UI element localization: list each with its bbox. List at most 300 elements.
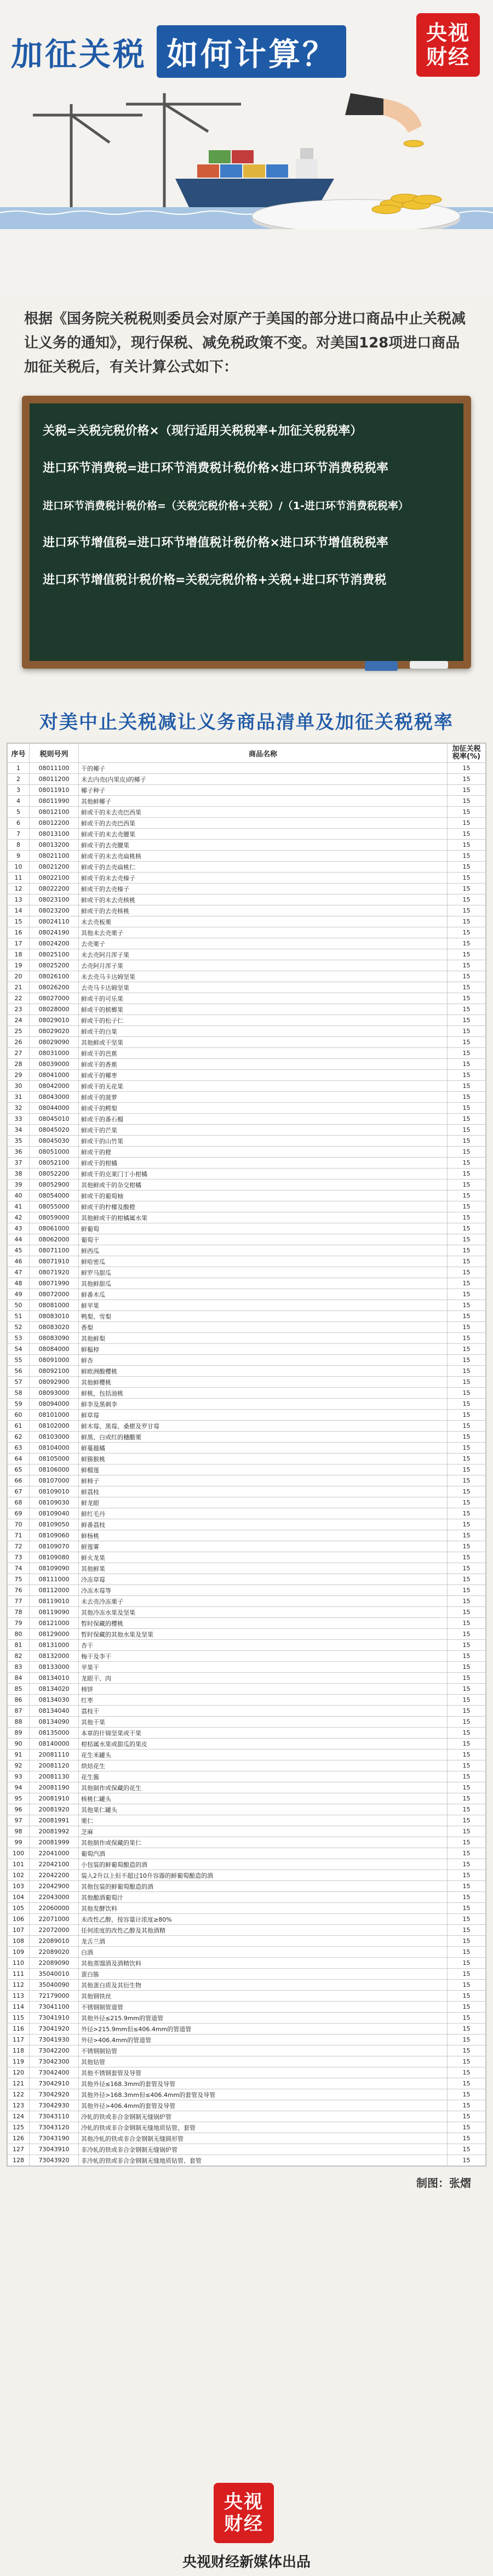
cell-name: 鲜或干的去壳核桃 (79, 905, 448, 916)
cell-rate: 15 (448, 1234, 486, 1245)
formula-vat: 进口环节增值税=进口环节增值税计税价格×进口环节增值税税率 (43, 536, 388, 550)
cell-index: 88 (8, 1717, 30, 1728)
cell-code: 20081910 (30, 1793, 79, 1804)
table-row (8, 1837, 486, 1848)
table-row (8, 2034, 486, 2045)
cell-index: 60 (8, 1410, 30, 1421)
cell-index: 114 (8, 2002, 30, 2013)
cell-code: 20081120 (30, 1760, 79, 1771)
cell-index: 104 (8, 1892, 30, 1903)
cell-code: 08094000 (30, 1399, 79, 1410)
cell-code: 08093000 (30, 1388, 79, 1399)
cell-index: 106 (8, 1914, 30, 1925)
cell-name: 其他钻管 (79, 2056, 448, 2067)
cell-code: 08054000 (30, 1190, 79, 1201)
cell-index: 50 (8, 1300, 30, 1311)
cell-rate: 15 (448, 1004, 486, 1015)
cell-index: 84 (8, 1673, 30, 1684)
cell-index: 74 (8, 1563, 30, 1574)
page-title (11, 25, 346, 78)
cell-index: 18 (8, 949, 30, 960)
table-row (8, 785, 486, 796)
cell-index: 9 (8, 851, 30, 862)
cell-index: 92 (8, 1760, 30, 1771)
cell-code: 08134040 (30, 1706, 79, 1717)
cell-index: 36 (8, 1147, 30, 1158)
cell-code: 08109050 (30, 1519, 79, 1530)
cell-rate: 15 (448, 1059, 486, 1070)
cell-name: 龙眼干、肉 (79, 1673, 448, 1684)
cell-rate: 15 (448, 1749, 486, 1760)
cell-rate: 15 (448, 993, 486, 1004)
cell-name: 鲜莲雾 (79, 1541, 448, 1552)
table-row (8, 1585, 486, 1596)
table-row (8, 1695, 486, 1706)
cell-code: 08104000 (30, 1443, 79, 1454)
table-row (8, 1092, 486, 1103)
cell-index: 47 (8, 1267, 30, 1278)
cell-index: 82 (8, 1651, 30, 1662)
cell-index: 25 (8, 1026, 30, 1037)
cell-name: 鲜黑、白或红的穗醋栗 (79, 1432, 448, 1443)
table-row (8, 1925, 486, 1936)
cell-index: 94 (8, 1782, 30, 1793)
cell-code: 08052200 (30, 1169, 79, 1179)
goods-table (7, 743, 486, 2167)
cell-name: 鲜或干的葡萄柚 (79, 1190, 448, 1201)
cell-code: 73043910 (30, 2144, 79, 2155)
cell-index: 126 (8, 2133, 30, 2144)
table-row (8, 873, 486, 884)
chalk-icon (410, 661, 448, 669)
table-row (8, 1519, 486, 1530)
formula-vat-base: 进口环节增值税计税价格=关税完税价格+关税+进口环节消费税 (43, 573, 387, 587)
cell-rate: 15 (448, 1366, 486, 1377)
cell-code: 22089020 (30, 1947, 79, 1958)
table-row (8, 1223, 486, 1234)
cell-rate: 15 (448, 1081, 486, 1092)
table-row (8, 916, 486, 927)
cell-rate: 15 (448, 1048, 486, 1059)
intro-paragraph: 根据《国务院关税税则委员会对原产于美国的部分进口商品中止关税减让义务的通知》，现行保税、减免税政策不变。对美国128项进口商品加征关税后，有关计算公式如下： (24, 311, 466, 375)
cell-name: 其他蛋白质及其衍生物 (79, 1980, 448, 1991)
cell-index: 17 (8, 938, 30, 949)
cell-index: 127 (8, 2144, 30, 2155)
cell-code: 08092900 (30, 1377, 79, 1388)
cell-code: 73041920 (30, 2024, 79, 2034)
cell-index: 64 (8, 1454, 30, 1464)
logo-line1: 央视 (426, 21, 470, 45)
cell-rate: 15 (448, 1991, 486, 2002)
cell-index: 3 (8, 785, 30, 796)
header (0, 0, 493, 296)
cell-name: 其他鲜或干的杂交柑橘 (79, 1179, 448, 1190)
cell-rate: 15 (448, 763, 486, 774)
cell-code: 08023100 (30, 894, 79, 905)
cell-rate: 15 (448, 1629, 486, 1640)
cell-rate: 15 (448, 1267, 486, 1278)
cell-rate: 15 (448, 1114, 486, 1125)
cell-code: 08105000 (30, 1454, 79, 1464)
cell-code: 73043110 (30, 2111, 79, 2122)
eraser-icon (365, 661, 398, 671)
cell-code: 08131000 (30, 1640, 79, 1651)
table-row (8, 1936, 486, 1947)
cell-rate: 15 (448, 1125, 486, 1136)
table-row (8, 1947, 486, 1958)
cell-index: 108 (8, 1936, 30, 1947)
cell-rate: 15 (448, 1695, 486, 1706)
cell-code: 08024190 (30, 927, 79, 938)
cell-rate: 15 (448, 1322, 486, 1333)
cell-name: 其他鲜甜瓜 (79, 1278, 448, 1289)
table-row (8, 1300, 486, 1311)
cell-rate: 15 (448, 1344, 486, 1355)
cell-code: 72179000 (30, 1991, 79, 2002)
table-row (8, 1980, 486, 1991)
cell-code: 22042900 (30, 1881, 79, 1892)
cell-code: 20081992 (30, 1826, 79, 1837)
cell-name: 鲜番木瓜 (79, 1289, 448, 1300)
cell-index: 10 (8, 862, 30, 873)
cell-code: 08109090 (30, 1563, 79, 1574)
cell-name: 外径>215.9mm但≤406.4mm的管道管 (79, 2024, 448, 2034)
cell-rate: 15 (448, 1859, 486, 1870)
cell-name: 荔枝干 (79, 1706, 448, 1717)
table-row (8, 2155, 486, 2166)
cell-name: 其他鲜果 (79, 1563, 448, 1574)
cell-code: 08083010 (30, 1311, 79, 1322)
cell-name: 鲜榅桲 (79, 1344, 448, 1355)
cell-code: 73042200 (30, 2045, 79, 2056)
table-row (8, 2002, 486, 2013)
cell-rate: 15 (448, 1969, 486, 1980)
cell-code: 08071910 (30, 1256, 79, 1267)
cell-name: 鲜或干的去壳扁桃仁 (79, 862, 448, 873)
cell-code: 08025200 (30, 960, 79, 971)
table-row (8, 1958, 486, 1969)
cell-name: 冷轧的铁或非合金钢制无缝锅炉管 (79, 2111, 448, 2122)
cell-rate: 15 (448, 1673, 486, 1684)
cell-rate: 15 (448, 1377, 486, 1388)
table-row (8, 1366, 486, 1377)
cell-rate: 15 (448, 1421, 486, 1432)
cell-index: 49 (8, 1289, 30, 1300)
table-header-row (8, 744, 486, 763)
cell-name: 鲜或干的菠萝 (79, 1092, 448, 1103)
table-row (8, 1037, 486, 1048)
cell-index: 124 (8, 2111, 30, 2122)
cell-code: 08059000 (30, 1212, 79, 1223)
cell-name: 红枣 (79, 1695, 448, 1706)
cell-code: 08072000 (30, 1289, 79, 1300)
table-row (8, 1322, 486, 1333)
table-row (8, 960, 486, 971)
table-row (8, 1574, 486, 1585)
cell-index: 22 (8, 993, 30, 1004)
cell-name: 鲜或干的芒果 (79, 1125, 448, 1136)
cell-code: 08071920 (30, 1267, 79, 1278)
cell-name: 鲜或干的白果 (79, 1026, 448, 1037)
cell-rate: 15 (448, 884, 486, 894)
formula-consumption-tax: 进口环节消费税=进口环节消费税计税价格×进口环节消费税税率 (43, 461, 388, 475)
cell-name: 鲜或干的柠檬及酸橙 (79, 1201, 448, 1212)
cell-name: 鲜红毛丹 (79, 1508, 448, 1519)
cell-code: 20081920 (30, 1804, 79, 1815)
cell-name: 去壳马卡达姆坚果 (79, 982, 448, 993)
cell-name: 鲜或干的去壳腰果 (79, 840, 448, 851)
cell-name: 鲜或干的未去壳腰果 (79, 829, 448, 840)
table-row (8, 949, 486, 960)
cell-code: 08011200 (30, 774, 79, 785)
cell-index: 100 (8, 1848, 30, 1859)
cell-code: 08045010 (30, 1114, 79, 1125)
cell-name: 其他外径>406.4mm的套管及导管 (79, 2100, 448, 2111)
cell-rate: 15 (448, 1026, 486, 1037)
cell-code: 73042920 (30, 2089, 79, 2100)
footer-logo-line1: 央视 (224, 2491, 263, 2513)
cell-code: 08107000 (30, 1475, 79, 1486)
cell-index: 48 (8, 1278, 30, 1289)
cell-code: 08042000 (30, 1081, 79, 1092)
cell-index: 91 (8, 1749, 30, 1760)
cell-name: 其他冷轧的铁或非合金钢制无缝圆形管 (79, 2133, 448, 2144)
table-row (8, 1826, 486, 1837)
cell-rate: 15 (448, 1793, 486, 1804)
cell-index: 117 (8, 2034, 30, 2045)
cell-code: 08023200 (30, 905, 79, 916)
table-row (8, 1497, 486, 1508)
cell-code: 08045030 (30, 1136, 79, 1147)
cell-index: 31 (8, 1092, 30, 1103)
list-title: 对美中止关税减让义务商品清单及加征关税税率 (39, 711, 454, 733)
cell-name: 鲜草莓 (79, 1410, 448, 1421)
cell-name: 其他鲜椰子 (79, 796, 448, 807)
cell-rate: 15 (448, 1212, 486, 1223)
cell-name: 鲜或干的去壳榛子 (79, 884, 448, 894)
cell-name: 鲜或干的鳄梨 (79, 1103, 448, 1114)
cell-code: 08134010 (30, 1673, 79, 1684)
cell-rate: 15 (448, 774, 486, 785)
cell-rate: 15 (448, 1169, 486, 1179)
cell-index: 20 (8, 971, 30, 982)
cell-name: 鲜或干的未去壳扁桃核 (79, 851, 448, 862)
cell-rate: 15 (448, 1914, 486, 1925)
cell-code: 08051000 (30, 1147, 79, 1158)
cell-index: 67 (8, 1486, 30, 1497)
cell-name: 鲜火龙果 (79, 1552, 448, 1563)
cell-name: 梅干及李干 (79, 1651, 448, 1662)
cell-rate: 15 (448, 807, 486, 818)
table-row (8, 1278, 486, 1289)
cell-code: 08029010 (30, 1015, 79, 1026)
table-row (8, 1662, 486, 1673)
cell-index: 68 (8, 1497, 30, 1508)
table-row (8, 1289, 486, 1300)
table-row (8, 862, 486, 873)
cell-index: 83 (8, 1662, 30, 1673)
cell-name: 鲜或干的山竹果 (79, 1136, 448, 1147)
cell-code: 20081190 (30, 1782, 79, 1793)
table-row (8, 1443, 486, 1454)
cell-rate: 15 (448, 1311, 486, 1322)
table-row (8, 1333, 486, 1344)
table-row (8, 1793, 486, 1804)
cell-code: 08028000 (30, 1004, 79, 1015)
cell-name: 鲜或干的椰枣 (79, 1070, 448, 1081)
cell-name: 冷冻木莓等 (79, 1585, 448, 1596)
cell-code: 08140000 (30, 1739, 79, 1749)
header-index: 序号 (8, 744, 30, 763)
table-row (8, 884, 486, 894)
table-row (8, 1848, 486, 1859)
table-row (8, 2133, 486, 2144)
cell-rate: 15 (448, 1782, 486, 1793)
cell-name: 鲜罗马甜瓜 (79, 1267, 448, 1278)
cell-name: 鲜或干的松子仁 (79, 1015, 448, 1026)
cell-index: 109 (8, 1947, 30, 1958)
table-row (8, 1004, 486, 1015)
cell-index: 37 (8, 1158, 30, 1169)
cell-name: 其他果仁罐头 (79, 1804, 448, 1815)
cell-rate: 15 (448, 2067, 486, 2078)
cell-index: 32 (8, 1103, 30, 1114)
cell-code: 22071000 (30, 1914, 79, 1925)
table-row (8, 2024, 486, 2034)
table-row (8, 1706, 486, 1717)
cell-name: 鲜或干的槟榔果 (79, 1004, 448, 1015)
table-row (8, 1475, 486, 1486)
cell-rate: 15 (448, 1552, 486, 1563)
cell-index: 33 (8, 1114, 30, 1125)
formula-consumption-tax-base: 进口环节消费税计税价格=（关税完税价格+关税）/（1-进口环节消费税税率） (43, 500, 409, 512)
table-row (8, 938, 486, 949)
cell-index: 81 (8, 1640, 30, 1651)
cell-rate: 15 (448, 2144, 486, 2155)
cell-code: 08109070 (30, 1541, 79, 1552)
cell-rate: 15 (448, 1640, 486, 1651)
cell-name: 鲜或干的克莱门丁小柑橘 (79, 1169, 448, 1179)
cell-index: 11 (8, 873, 30, 884)
table-row (8, 1991, 486, 2002)
cell-rate: 15 (448, 2111, 486, 2122)
cell-index: 40 (8, 1190, 30, 1201)
cell-code: 08062000 (30, 1234, 79, 1245)
cell-name: 任何浓度的改性乙醇及其他酒精 (79, 1925, 448, 1936)
cell-rate: 15 (448, 1179, 486, 1190)
cell-rate: 15 (448, 1826, 486, 1837)
cell-rate: 15 (448, 851, 486, 862)
cell-rate: 15 (448, 2002, 486, 2013)
cell-code: 08119010 (30, 1596, 79, 1607)
cell-rate: 15 (448, 1925, 486, 1936)
cell-rate: 15 (448, 818, 486, 829)
cell-code: 08013200 (30, 840, 79, 851)
cell-rate: 15 (448, 1289, 486, 1300)
cell-rate: 15 (448, 1804, 486, 1815)
cell-name: 鲜龙眼 (79, 1497, 448, 1508)
formula-blackboard (22, 396, 471, 669)
cell-name: 未去壳马卡达姆坚果 (79, 971, 448, 982)
cell-rate: 15 (448, 785, 486, 796)
cell-code: 08112000 (30, 1585, 79, 1596)
cell-name: 其他外径>168.3mm但≤406.4mm的套管及导管 (79, 2089, 448, 2100)
cell-code: 08011990 (30, 796, 79, 807)
table-row (8, 1739, 486, 1749)
cell-rate: 15 (448, 1870, 486, 1881)
cell-name: 鲜木莓、黑莓、桑椹及罗甘莓 (79, 1421, 448, 1432)
cell-name: 暂时保藏的樱桃 (79, 1618, 448, 1629)
table-row (8, 1892, 486, 1903)
table-row (8, 1640, 486, 1651)
cell-index: 6 (8, 818, 30, 829)
cell-rate: 15 (448, 1464, 486, 1475)
cell-name: 鲜或干的可乐果 (79, 993, 448, 1004)
cell-rate: 15 (448, 1454, 486, 1464)
table-row (8, 2122, 486, 2133)
cell-name: 柿饼 (79, 1684, 448, 1695)
cell-index: 54 (8, 1344, 30, 1355)
cell-rate: 15 (448, 1037, 486, 1048)
cell-name: 未去壳阿月浑子果 (79, 949, 448, 960)
cell-name: 芝麻 (79, 1826, 448, 1837)
cell-name: 非冷轧的铁或非合金钢制无缝锅炉管 (79, 2144, 448, 2155)
cell-rate: 15 (448, 905, 486, 916)
cell-code: 08109080 (30, 1552, 79, 1563)
cell-code: 08109010 (30, 1486, 79, 1497)
cell-code: 08031000 (30, 1048, 79, 1059)
table-row (8, 1103, 486, 1114)
cell-rate: 15 (448, 1815, 486, 1826)
table-row (8, 818, 486, 829)
cell-name: 核桃仁罐头 (79, 1793, 448, 1804)
table-row (8, 2078, 486, 2089)
table-row (8, 1859, 486, 1870)
cell-name: 未去壳板栗 (79, 916, 448, 927)
formula-tariff: 关税=关税完税价格×（现行适用关税税率+加征关税税率） (43, 424, 363, 438)
cell-index: 99 (8, 1837, 30, 1848)
cell-name: 冷轧的铁或非合金钢制无缝地质钻管、套管 (79, 2122, 448, 2133)
cell-index: 56 (8, 1366, 30, 1377)
cell-code: 73041930 (30, 2034, 79, 2045)
cell-index: 51 (8, 1311, 30, 1322)
cell-rate: 15 (448, 1475, 486, 1486)
cell-name: 杏干 (79, 1640, 448, 1651)
table-row (8, 1486, 486, 1497)
cell-index: 46 (8, 1256, 30, 1267)
table-row (8, 1684, 486, 1695)
cell-rate: 15 (448, 862, 486, 873)
cell-name: 鲜欧洲酸樱桃 (79, 1366, 448, 1377)
table-row (8, 763, 486, 774)
table-row (8, 927, 486, 938)
cell-code: 08102000 (30, 1421, 79, 1432)
table-row (8, 1267, 486, 1278)
cell-rate: 15 (448, 829, 486, 840)
cell-name: 去壳栗子 (79, 938, 448, 949)
cell-name: 未去内壳(内果皮)的椰子 (79, 774, 448, 785)
cell-code: 08092100 (30, 1366, 79, 1377)
cell-index: 34 (8, 1125, 30, 1136)
cell-code: 08084000 (30, 1344, 79, 1355)
cell-name: 鲜桃，包括油桃 (79, 1388, 448, 1399)
cell-name: 鲜或干的芭蕉 (79, 1048, 448, 1059)
cell-rate: 15 (448, 1245, 486, 1256)
cell-index: 27 (8, 1048, 30, 1059)
title-part1: 加征关税 (11, 36, 147, 73)
cell-index: 52 (8, 1322, 30, 1333)
cell-code: 08106000 (30, 1464, 79, 1475)
